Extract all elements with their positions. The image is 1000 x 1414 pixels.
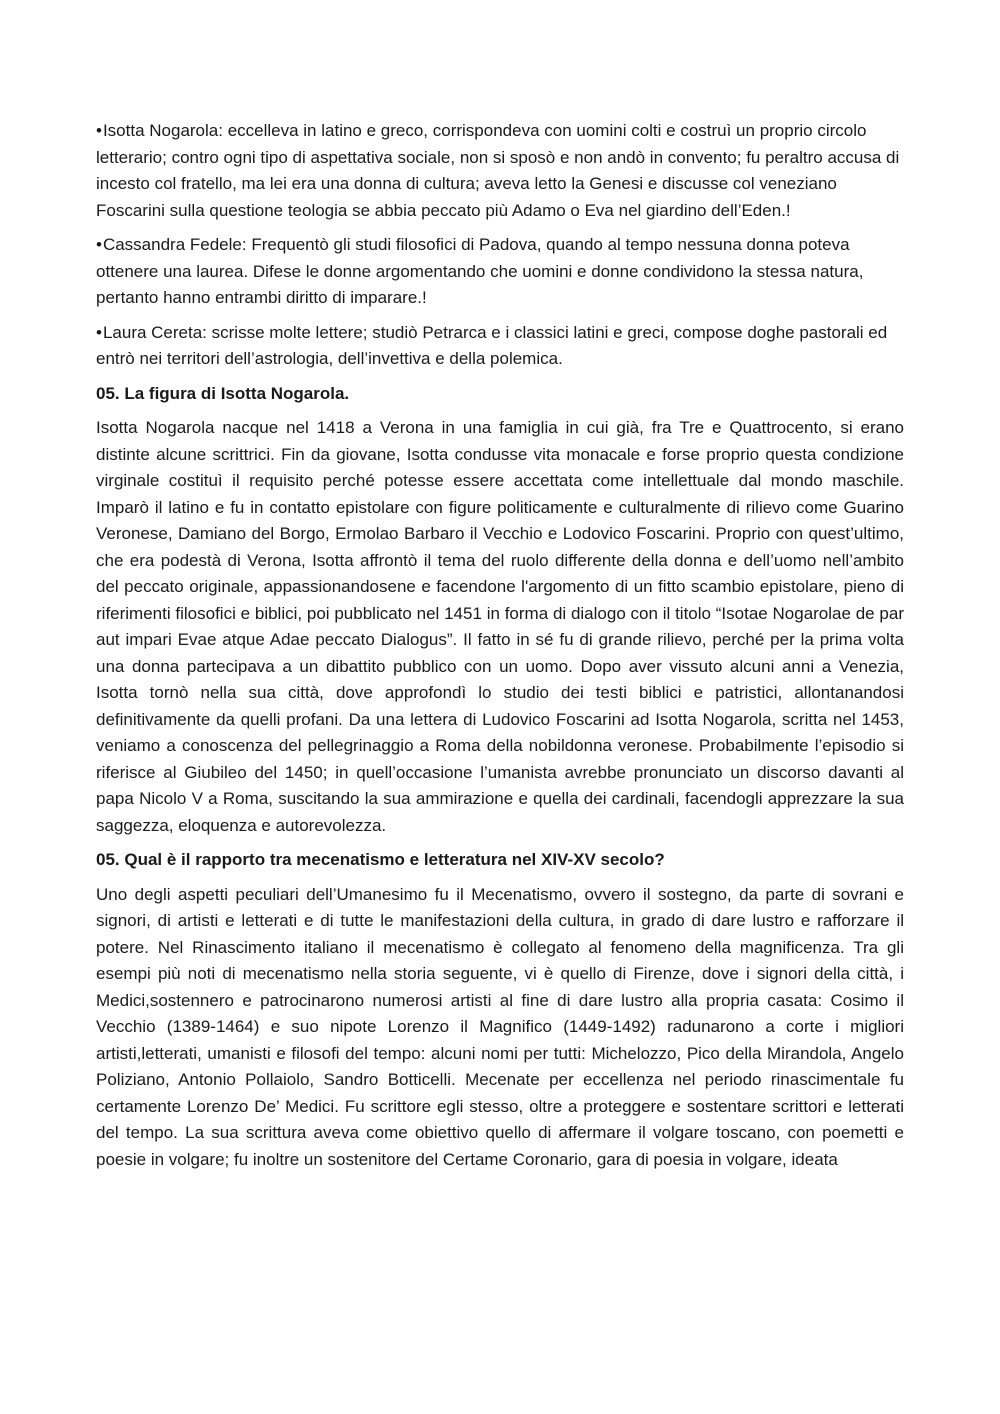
section-heading-isotta: 05. La figura di Isotta Nogarola. xyxy=(96,383,350,403)
bullet-isotta-nogarola: • Isotta Nogarola: eccelleva in latino e greco, corrispondeva con uomini colti e costruì un proprio circolo letterario; contro ogni tipo di aspettativa sociale, non si sposò e non andò in convento; fu peraltro accusa di incesto col fratello, ma lei era una donna di cultura; aveva letto la Genesi e discusse col veneziano Foscarini sulla questione teologia se abbia peccato più Adamo o Eva nel giardino dell’Eden.! xyxy=(96,118,904,224)
bullet-cassandra-fedele: • Cassandra Fedele: Frequentò gli studi filosofici di Padova, quando al tempo nessuna donna poteva ottenere una laurea. Difese le donne argomentando che uomini e donne condividono la stessa natura, pertanto hanno entrambi diritto di imparare.! xyxy=(96,232,904,312)
bullet-laura-cereta: • Laura Cereta: scrisse molte lettere; studiò Petrarca e i classici latini e greci, compose doghe pastorali ed entrò nei territori dell’astrologia, dell’invettiva e della polemica. xyxy=(96,320,904,373)
section-heading-mecenatismo: 05. Qual è il rapporto tra mecenatismo e letteratura nel XIV-XV secolo? xyxy=(96,850,665,869)
section-body-isotta: Isotta Nogarola nacque nel 1418 a Verona in una famiglia in cui già, fra Tre e Quattrocento, si erano distinte alcune scrittrici. Fin da giovane, Isotta condusse vita monacale e forse proprio questa condizione virginale costituì il requisito perché potesse essere accettata come intellettuale dal mondo maschile. Imparò il latino e fu in contatto epistolare con figure politicamente e culturalmente di rilievo come Guarino Veronese, Damiano del Borgo, Ermolao Barbaro il Vecchio e Lodovico Foscarini. Proprio con quest’ultimo, che era podestà di Verona, Isotta affrontò il tema del ruolo differente della donna e dell’uomo nell’ambito del peccato originale, appassionandosene e facendone l'argomento di un fitto scambio epistolare, pieno di riferimenti filosofici e biblici, poi pubblicato nel 1451 in forma di dialogo con il titolo “Isotae Nogarolae de par aut impari Evae atque Adae peccato Dialogus”. Il fatto in sé fu di grande rilievo, perché per la prima volta una donna partecipava a un dibattito pubblico con un uomo. Dopo aver vissuto alcuni anni a Venezia, Isotta tornò nella sua città, dove approfondì lo studio dei testi biblici e patristici, allontanandosi definitivamente da quelli profani. Da una lettera di Ludovico Foscarini ad Isotta Nogarola, scritta nel 1453, veniamo a conoscenza del pellegrinaggio a Roma della nobildonna veronese. Probabilmente l’episodio si riferisce al Giubileo del 1450; in quell’occasione l’umanista avrebbe pronunciato un discorso davanti al papa Nicolo V a Roma, suscitando la sua ammirazione e quella dei cardinali, facendogli apprezzare la sua saggezza, eloquenza e autorevolezza. xyxy=(96,418,904,835)
section-body-mecenatismo: Uno degli aspetti peculiari dell’Umanesimo fu il Mecenatismo, ovvero il sostegno, da parte di sovrani e signori, di artisti e letterati e di tutte le manifestazioni della cultura, in grado di dare lustro e rafforzare il potere. Nel Rinascimento italiano il mecenatismo è collegato al fenomeno della magnificenza. Tra gli esempi più noti di mecenatismo nella storia seguente, vi è quello di Firenze, dove i signori della città, i Medici,sostennero e patrocinarono numerosi artisti al fine di dare lustro alla propria casata: Cosimo il Vecchio (1389-1464) e suo nipote Lorenzo il Magnifico (1449-1492) radunarono a corte i migliori artisti,letterati, umanisti e filosofi del tempo: alcuni nomi per tutti: Michelozzo, Pico della Mirandola, Angelo Poliziano, Antonio Pollaiolo, Sandro Botticelli. Mecenate per eccellenza nel periodo rinascimentale fu certamente Lorenzo De’ Medici. Fu scrittore egli stesso, oltre a proteggere e sostentare scrittori e letterati del tempo. La sua scrittura aveva come obiettivo quello di affermare il volgare toscano, con poemetti e poesie in volgare; fu inoltre un sostenitore del Certame Coronario, gara di poesia in volgare, ideata xyxy=(96,884,904,1169)
